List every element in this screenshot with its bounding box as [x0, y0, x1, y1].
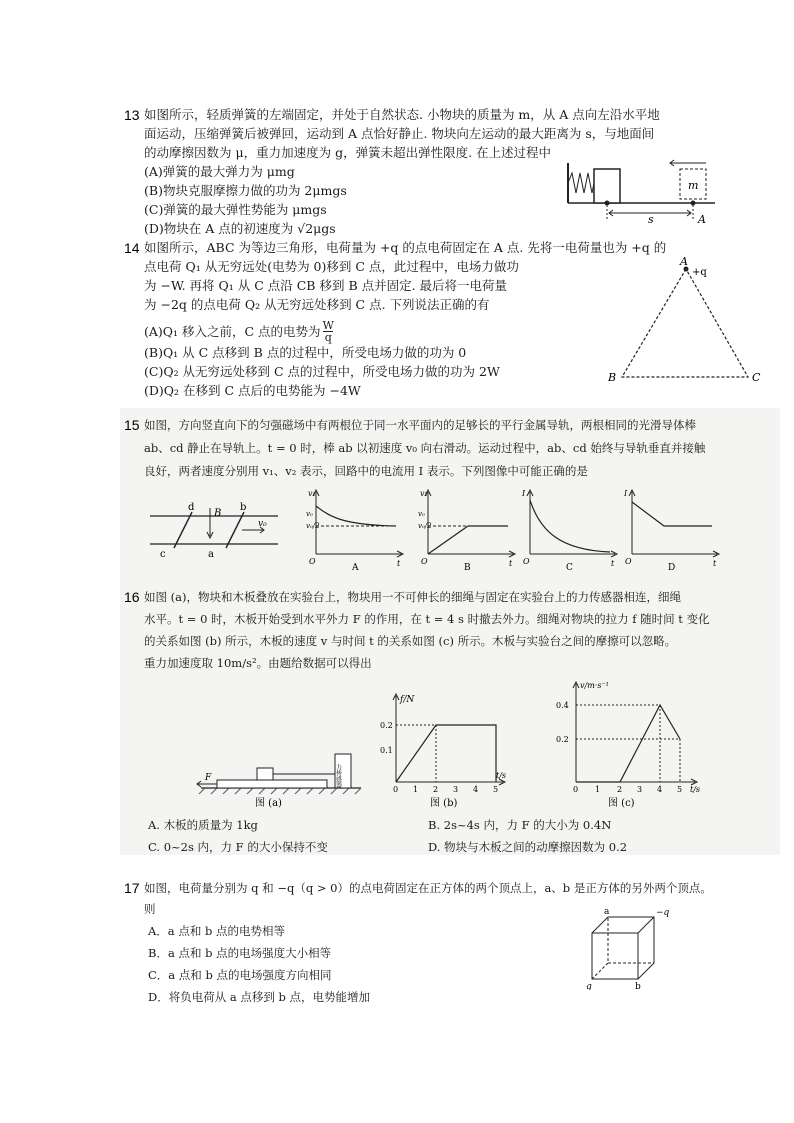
q16-fig-c-ytick-02: 0.2	[556, 735, 569, 744]
q14-number: 14	[124, 240, 140, 256]
q15-d-xlabel: t	[713, 559, 717, 568]
q17-option-a: A．a 点和 b 点的电势相等	[148, 924, 285, 938]
q16-fig-c-xtick-3: 3	[637, 785, 643, 794]
q16-option-d: D. 物块与木板之间的动摩擦因数为 0.2	[428, 840, 628, 854]
q16-fig-a-caption: 图 (a)	[255, 798, 282, 809]
q15-b-caption: B	[464, 563, 471, 572]
q16-fig-c-xtick-1: 1	[595, 785, 601, 794]
q17-stem-line-1: 如图，电荷量分别为 q 和 −q（q > 0）的点电荷固定在正方体的两个顶点上，a、b 是正方体的另外两个顶点。	[144, 881, 712, 895]
q15-a-caption: A	[352, 563, 359, 572]
q13-stem-line-3: 的动摩擦因数为 μ，重力加速度为 g，弹簧未超出弹性限度. 在上述过程中	[144, 145, 552, 160]
q16-option-b: B. 2s~4s 内，力 F 的大小为 0.4N	[428, 818, 612, 832]
q15-stem-line-1: 如图，方向竖直向下的匀强磁场中有两根位于同一水平面内的足够长的平行金属导轨，两根相同的光滑导体棒	[144, 418, 696, 432]
q14-label-c: C	[752, 371, 761, 384]
q15-label-c: c	[160, 549, 166, 560]
q16-fig-c-ytick-04: 0.4	[556, 701, 569, 710]
q15-b-v0: v₀	[418, 510, 425, 518]
q15-graph-b	[418, 486, 518, 572]
q14-stem-line-2: 点电荷 Q₁ 从无穷远处(电势为 0)移到 C 点，此过程中，电场力做功	[144, 259, 519, 274]
q16-fig-c	[550, 676, 710, 810]
q16-fig-b-xtick-5: 5	[493, 785, 499, 794]
q14-option-c: (C)Q₂ 从无穷远处移到 C 点的过程中，所受电场力做的功为 2W	[144, 364, 500, 379]
q15-rod-cd	[174, 512, 192, 548]
q15-c-origin: O	[523, 557, 530, 566]
q17-stem-line-2: 则	[144, 902, 156, 916]
q15-b-curve	[428, 526, 508, 554]
q14-label-a: A	[680, 255, 688, 268]
q15-d-ylabel: I	[624, 489, 628, 498]
q16-fig-b-xtick-0: 0	[393, 785, 399, 794]
q13-spring	[568, 173, 594, 193]
q16-fig-a	[195, 752, 365, 810]
q15-label-b-field: B	[214, 508, 222, 519]
q16-board	[217, 780, 327, 788]
q17-label-neg-q: −q	[656, 908, 670, 918]
q16-fig-b-xtick-2: 2	[433, 785, 439, 794]
q13-option-d: (D)物块在 A 点的初速度为 √2μgs	[144, 221, 336, 236]
q17-label-a: a	[604, 907, 610, 917]
q14-stem-line-3: 为 −W. 再将 Q₁ 从 C 点沿 CB 移到 B 点并固定. 最后将一电荷量	[144, 278, 508, 293]
q14-option-d: (D)Q₂ 在移到 C 点后的电势能为 −4W	[144, 383, 361, 398]
q16-option-a: A. 木板的质量为 1kg	[148, 818, 258, 832]
q15-rails-figure	[148, 500, 283, 560]
q14-option-b: (B)Q₁ 从 C 点移到 B 点的过程中，所受电场力做的功为 0	[144, 345, 467, 360]
q13-number: 13	[124, 107, 140, 123]
q16-block	[257, 768, 273, 780]
q16-fig-c-xtick-2: 2	[617, 785, 623, 794]
q16-stem-line-3: 的关系如图 (b) 所示，木板的速度 v 与时间 t 的关系如图 (c) 所示。木板与实验台之间的摩擦可以忽略。	[144, 634, 677, 648]
q15-a-origin: O	[309, 557, 316, 566]
q17-label-q: q	[586, 982, 592, 990]
q16-fig-b-ytick-01: 0.1	[380, 746, 393, 755]
q16-fig-b-caption: 图 (b)	[430, 798, 458, 809]
q15-b-origin: O	[421, 557, 428, 566]
q16-sensor-label: 力传感器	[334, 764, 342, 788]
q16-fig-c-xtick-4: 4	[657, 785, 663, 794]
q15-rod-ab	[226, 512, 244, 548]
q13-option-c: (C)弹簧的最大弹性势能为 μmgs	[144, 202, 327, 217]
q14-fraction-denominator: q	[324, 331, 332, 344]
q15-d-origin: O	[625, 557, 632, 566]
q13-stem-line-1: 如图所示，轻质弹簧的左端固定，并处于自然状态. 小物块的质量为 m，从 A 点向左沿水平地	[144, 107, 660, 122]
q13-option-a: (A)弹簧的最大弹力为 μmg	[144, 164, 295, 179]
q13-option-b: (B)物块克服摩擦力做的功为 2μmgs	[144, 183, 347, 198]
q13-point-a-label: A	[698, 213, 706, 225]
q15-a-ylabel: v₁	[308, 489, 316, 498]
q13-distance-label: s	[648, 213, 654, 225]
q16-fig-b	[378, 690, 513, 810]
q14-option-a-text: (A)Q₁ 移入之前，C 点的电势为	[144, 323, 321, 339]
q15-b-vhalf: v₀/2	[418, 522, 432, 530]
q14-stem-line-4: 为 −2q 的点电荷 Q₂ 从无穷远处移到 C 点. 下列说法正确的有	[144, 297, 490, 312]
q15-c-curve	[530, 500, 610, 552]
q13-point-o	[605, 201, 610, 206]
q17-label-b: b	[635, 982, 641, 990]
q16-fig-c-curve	[576, 705, 680, 782]
q15-d-curve	[632, 502, 712, 526]
q16-fig-c-xtick-0: 0	[573, 785, 579, 794]
q16-fig-c-xlabel: t/s	[690, 785, 701, 794]
q15-graph-a	[306, 486, 406, 572]
q17-cube	[592, 917, 654, 979]
q17-option-d: D．将负电荷从 a 点移到 b 点，电势能增加	[148, 990, 371, 1004]
q15-b-xlabel: t	[509, 559, 513, 568]
q14-fraction-numerator: W	[322, 319, 334, 332]
q15-a-curve	[316, 506, 396, 526]
q16-stem-line-4: 重力加速度取 10m/s²。由题给数据可以得出	[144, 656, 372, 670]
q15-graph-d	[622, 486, 722, 572]
q15-stem-line-2: ab、cd 静止在导轨上。t = 0 时，棒 ab 以初速度 v₀ 向右滑动。运动过程中，ab、cd 始终与导轨垂直并接触	[144, 441, 706, 455]
q15-number: 15	[124, 417, 140, 433]
q16-stem-line-1: 如图 (a)，物块和木板叠放在实验台上，物块用一不可伸长的细绳与固定在实验台上的力传感器相连，细绳	[144, 590, 681, 604]
q14-option-a	[144, 320, 334, 343]
q16-stem-line-2: 水平。t = 0 时，木板开始受到水平外力 F 的作用，在 t = 4 s 时撤去外力。细绳对物块的拉力 f 随时间 t 变化	[144, 612, 710, 626]
q15-c-ylabel: I	[522, 489, 526, 498]
q16-table-hatching	[199, 788, 361, 794]
q14-option-a-fraction	[323, 320, 334, 343]
q16-option-c: C. 0~2s 内，力 F 的大小保持不变	[148, 840, 328, 854]
q17-option-c: C．a 点和 b 点的电场强度方向相同	[148, 968, 332, 982]
q13-point-a	[691, 201, 696, 206]
q16-fig-b-ylabel: f/N	[400, 695, 415, 705]
q16-fig-c-xtick-5: 5	[677, 785, 683, 794]
q15-d-caption: D	[668, 563, 676, 572]
q16-fig-b-xtick-4: 4	[473, 785, 479, 794]
q14-triangle	[622, 269, 748, 377]
q15-a-vhalf: v₀/2	[306, 522, 320, 530]
q17-cube-figure	[582, 905, 672, 990]
q15-stem-line-3: 良好，两者速度分别用 v₁、v₂ 表示，回路中的电流用 I 表示。下列图像中可能正确的是	[144, 464, 588, 478]
q16-fig-b-curve	[396, 725, 496, 782]
q15-c-caption: C	[566, 563, 573, 572]
q15-a-v0: v₀	[306, 510, 313, 518]
q16-force-label: F	[205, 773, 212, 783]
q15-a-xlabel: t	[397, 559, 401, 568]
q14-triangle-figure	[600, 255, 775, 385]
q13-block	[594, 169, 620, 203]
q16-fig-b-xtick-1: 1	[413, 785, 419, 794]
q15-label-b: b	[240, 502, 247, 513]
q15-c-xlabel: t	[611, 559, 615, 568]
q16-fig-b-xlabel: t/s	[496, 771, 507, 780]
q15-b-ylabel: v₂	[420, 489, 428, 498]
q16-fig-b-xtick-3: 3	[453, 785, 459, 794]
q13-mass-label: m	[688, 179, 699, 192]
q14-stem-line-1: 如图所示，ABC 为等边三角形，电荷量为 +q 的点电荷固定在 A 点. 先将一电荷量也为 +q 的	[144, 240, 667, 255]
q15-label-v0: v₀	[258, 519, 267, 529]
q15-graph-c	[520, 486, 620, 572]
q17-number: 17	[124, 880, 140, 896]
q15-label-d: d	[188, 502, 195, 513]
q16-fig-c-caption: 图 (c)	[608, 798, 635, 809]
q16-number: 16	[124, 589, 140, 605]
q13-stem-line-2: 面运动，压缩弹簧后被弹回，运动到 A 点恰好静止. 物块向左运动的最大距离为 s，与地面间	[144, 126, 655, 141]
q15-label-a: a	[208, 549, 214, 560]
q14-charge-label: +q	[692, 267, 707, 278]
q14-label-b: B	[608, 371, 617, 384]
q16-fig-b-ytick-02: 0.2	[380, 721, 393, 730]
q13-spring-figure	[560, 155, 720, 225]
q17-option-b: B．a 点和 b 点的电场强度大小相等	[148, 946, 332, 960]
q16-fig-c-ylabel: v/m·s⁻¹	[580, 681, 609, 690]
